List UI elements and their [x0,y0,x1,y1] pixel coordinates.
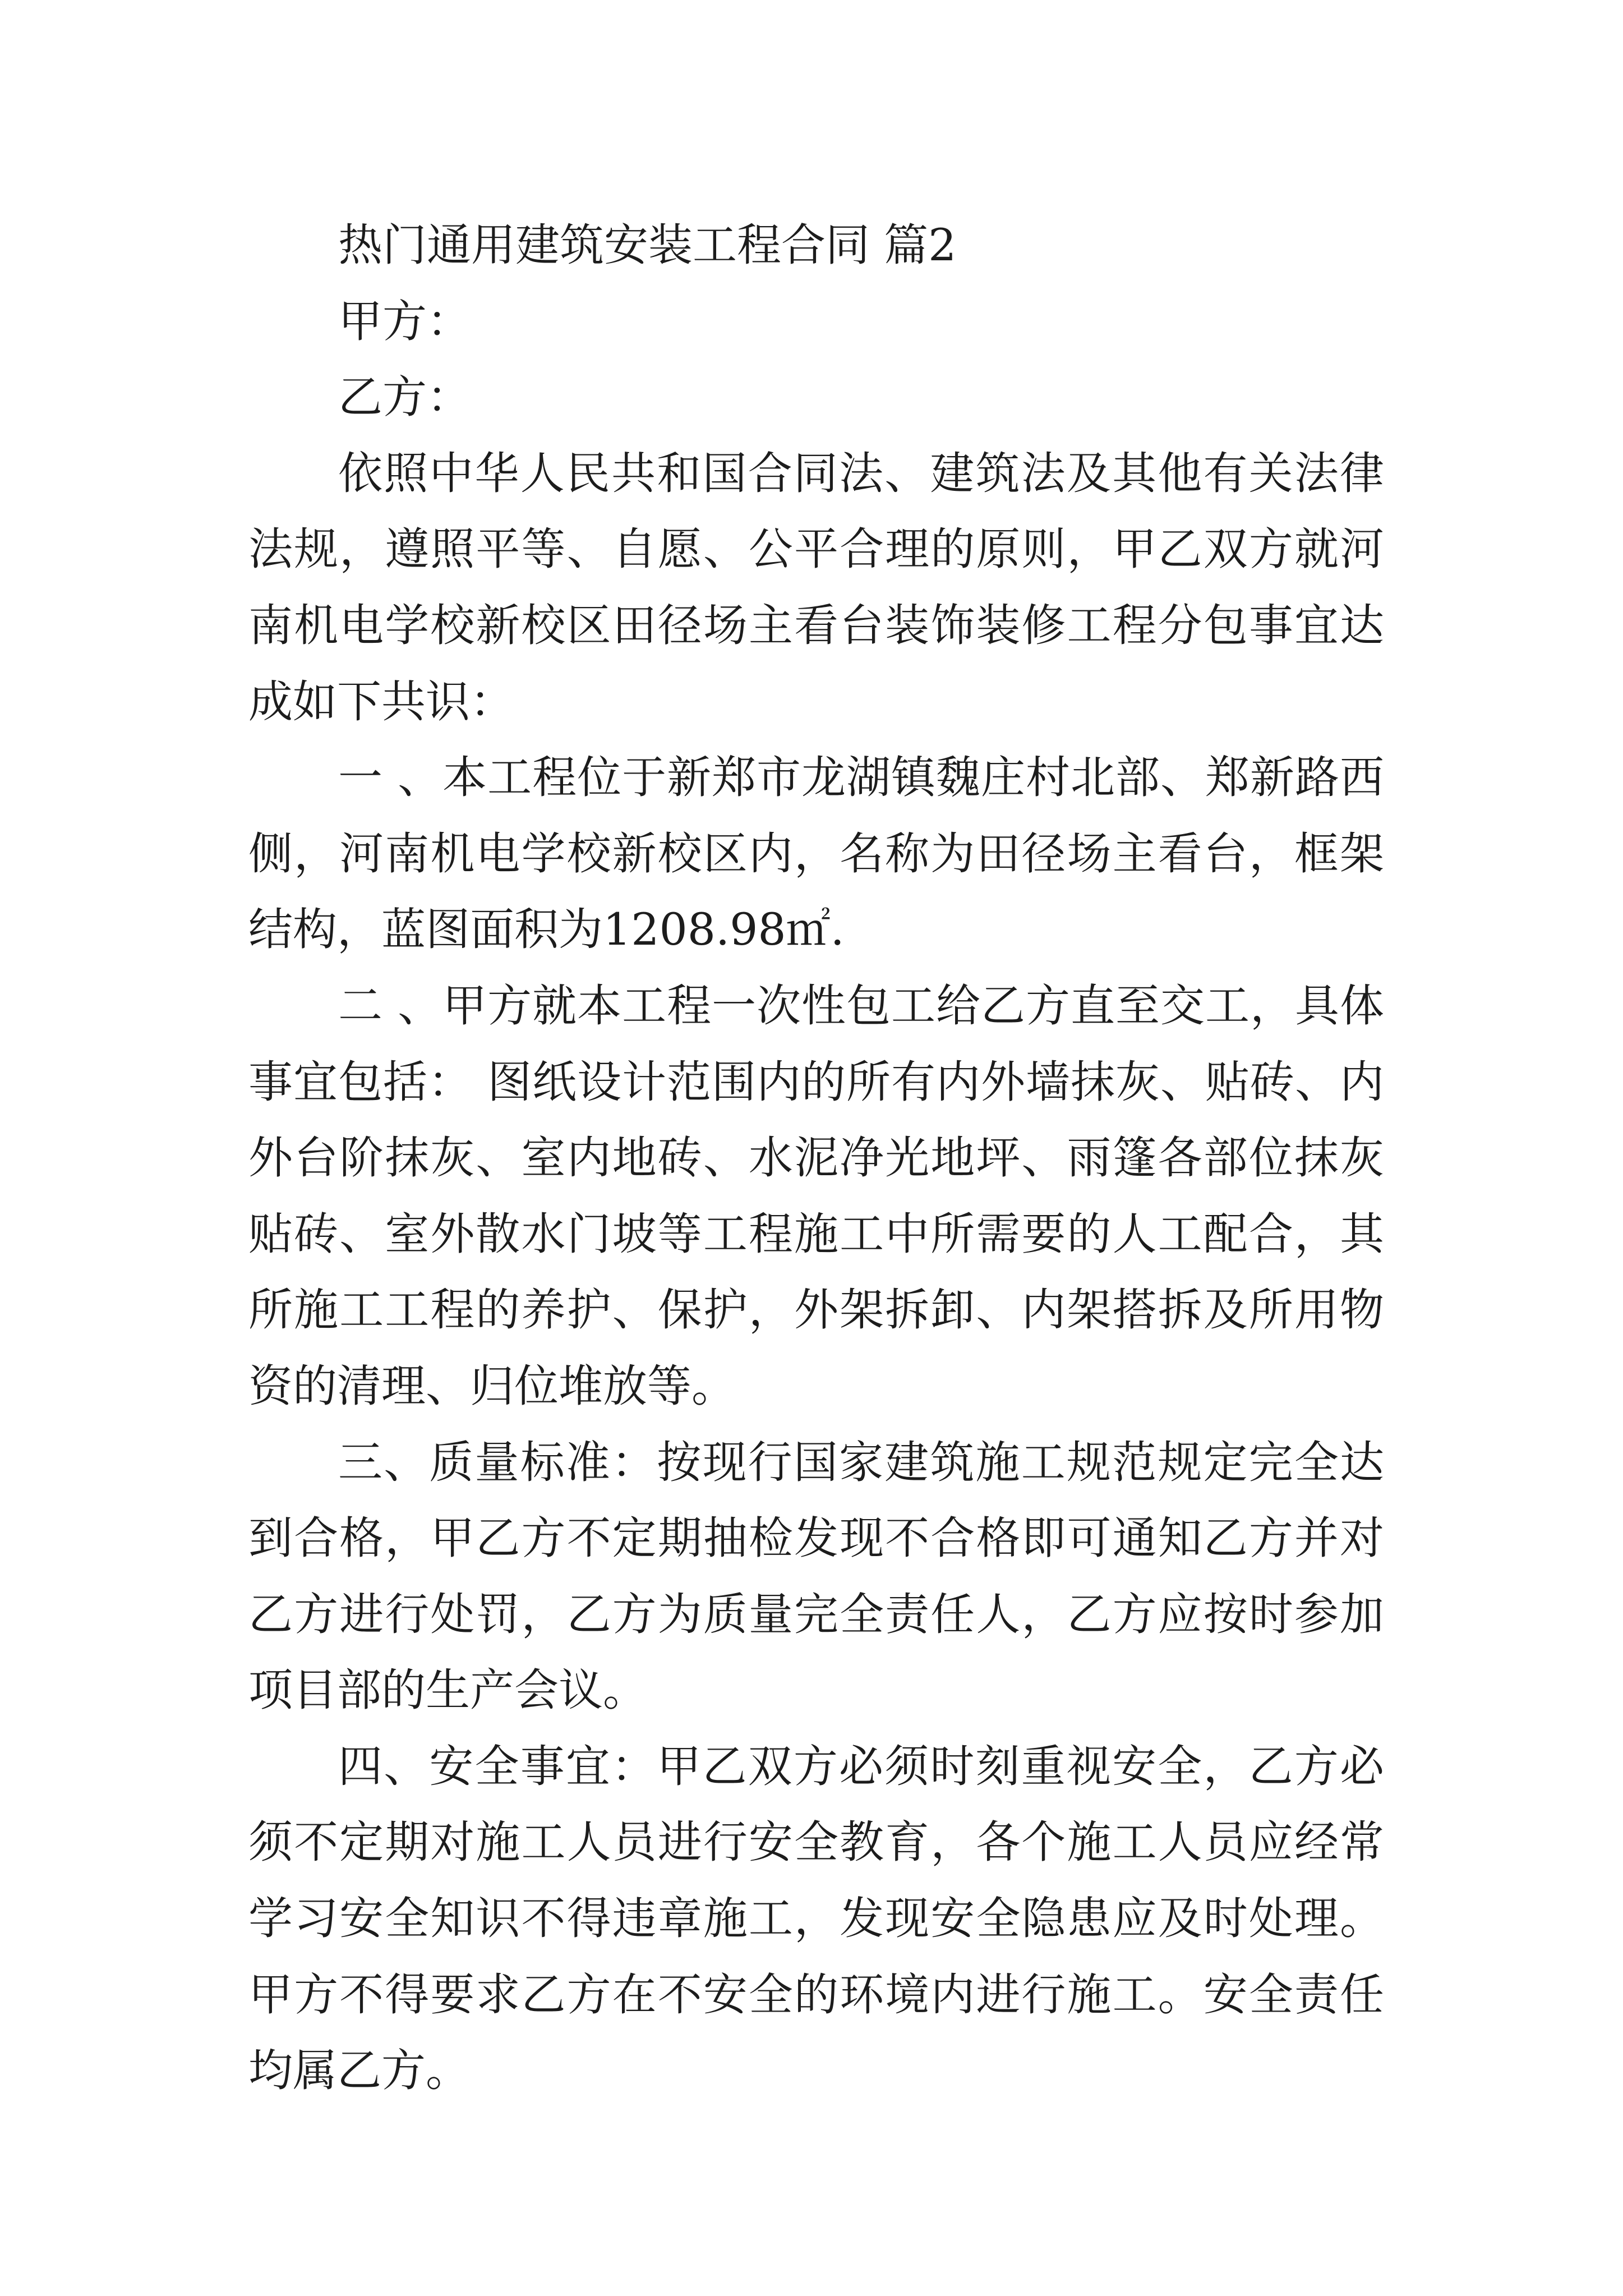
party-a-line: 甲方： [338,295,471,347]
party-b-line: 乙方： [338,371,471,424]
clause-3-paragraph: 三、质量标准：按现行国家建筑施工规范规定完全达到合格，甲乙方不定期抽检发现不合格即可通知乙方并对乙方进行处罚，乙方为质量完全责任人，乙方应按时参加项目部的生产会议。 [248,1436,1384,1717]
clause-1-paragraph: 一 、本工程位于新郑市龙湖镇魏庄村北部、郑新路西侧，河南机电学校新校区内，名称为田径场主看台，框架结构，蓝图面积为1208.98㎡. [248,752,1384,956]
document-title: 热门通用建筑安装工程合同 篇2 [338,219,957,271]
clause-2-paragraph: 二 、甲方就本工程一次性包工给乙方直至交工，具体事宜包括： 图纸设计范围内的所有内外墙抹灰、贴砖、内外台阶抹灰、室内地砖、水泥净光地坪、雨篷各部位抹灰贴砖、室外散水门坡等工程施工中所需要的人工配合，其所施工工程的养护、保护，外架拆卸、内架搭拆及所用物资的清理、归位堆放等。 [248,979,1384,1412]
preamble-paragraph: 依照中华人民共和国合同法、建筑法及其他有关法律法规，遵照平等、自愿、公平合理的原则，甲乙双方就河南机电学校新校区田径场主看台装饰装修工程分包事宜达成如下共识： [248,447,1384,728]
document-body [248,208,1384,2109]
clause-4-paragraph: 四、安全事宜：甲乙双方必须时刻重视安全，乙方必须不定期对施工人员进行安全教育，各个施工人员应经常学习安全知识不得违章施工，发现安全隐患应及时处理。甲方不得要求乙方在不安全的环境内进行施工。安全责任均属乙方。 [248,1740,1384,2097]
